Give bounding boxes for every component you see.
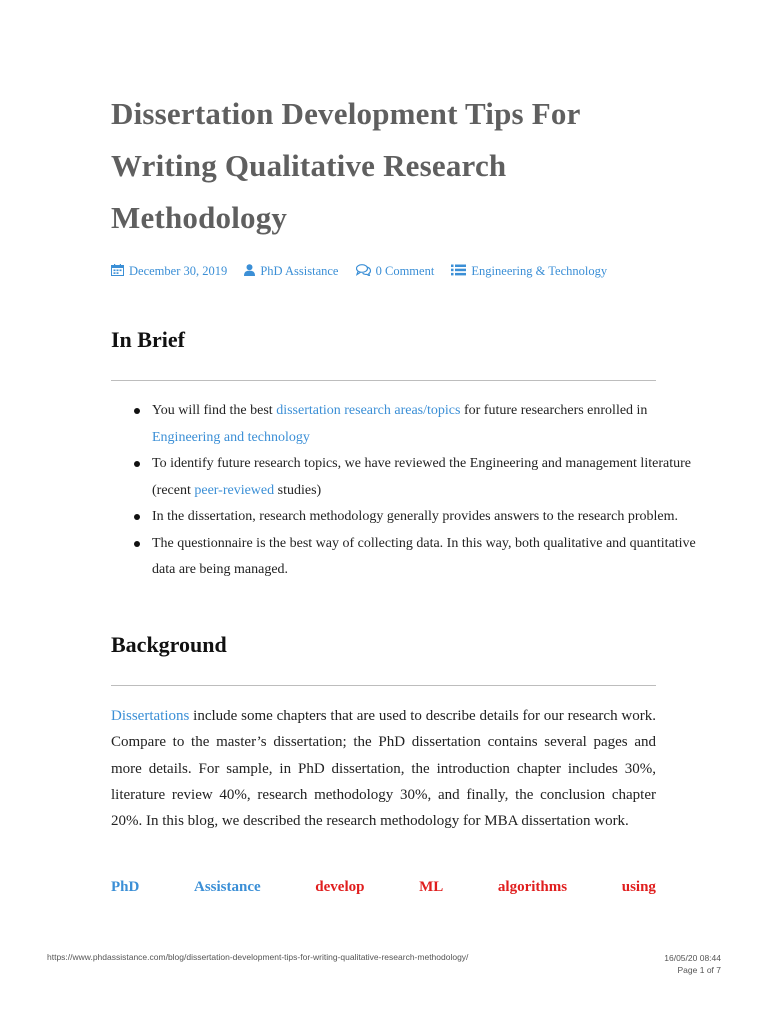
meta-comments-text: 0 Comment (375, 264, 435, 278)
link-dissertations[interactable]: Dissertations (111, 708, 190, 724)
post-meta (111, 264, 671, 279)
section-heading-in-brief: In Brief (111, 327, 185, 352)
calendar-icon (111, 264, 124, 276)
meta-category-text: Engineering & Technology (471, 264, 608, 278)
list-item: To identify future research topics, we have reviewed the Engineering and management literature (recent peer-reviewed studies) (152, 451, 697, 504)
brief-list (111, 398, 697, 584)
tagline-word: algorithms (497, 879, 568, 895)
comments-icon (356, 264, 371, 276)
section-divider (111, 685, 656, 686)
tagline-word: using (621, 879, 656, 895)
tagline-word: ML (419, 879, 444, 895)
footer-info (664, 952, 721, 976)
link-peer-reviewed[interactable]: peer-reviewed (194, 482, 275, 498)
meta-author[interactable] (244, 264, 341, 278)
tagline-word-assistance[interactable]: Assistance (193, 879, 261, 895)
tagline (111, 879, 656, 896)
page-title: Dissertation Development Tips For Writing Qualitative Research Methodology (111, 96, 581, 235)
section-heading-background: Background (111, 632, 227, 657)
footer-page-number: Page 1 of 7 (677, 965, 721, 975)
list-item: In the dissertation, research methodology generally provides answers to the research problem. (152, 504, 697, 531)
list-item: You will find the best dissertation research areas/topics for future researchers enrolled in Engineering and technology (152, 398, 697, 451)
meta-date[interactable] (111, 264, 230, 278)
footer-url: https://www.phdassistance.com/blog/dissertation-development-tips-for-writing-qualitative-research-methodology/ (47, 952, 469, 962)
link-research-topics[interactable]: dissertation research areas/topics (276, 403, 461, 418)
meta-author-text: PhD Assistance (260, 264, 339, 278)
meta-date-text: December 30, 2019 (129, 264, 228, 278)
list-item: The questionnaire is the best way of collecting data. In this way, both qualitative and quantitative data are being managed. (152, 531, 697, 584)
meta-comments[interactable] (356, 264, 438, 278)
footer-datetime: 16/05/20 08:44 (664, 953, 721, 963)
link-engineering-technology[interactable]: Engineering and technology (152, 429, 310, 445)
user-icon (244, 264, 255, 276)
background-paragraph: Dissertations include some chapters that are used to describe details for our research work. Compare to the master’s dissertation; the PhD dissertation contains several pages and more details. For sample, in PhD dissertation, the introduction chapter includes 30%, literature review 40%, research methodology 30%, and finally, the conclusion chapter 20%. In this blog, we described the research methodology for MBA dissertation work. (111, 708, 656, 830)
tagline-word: develop (315, 879, 365, 895)
list-icon (451, 264, 466, 276)
meta-category[interactable] (451, 264, 607, 278)
section-divider (111, 380, 656, 381)
tagline-word-phd[interactable]: PhD (111, 879, 140, 895)
